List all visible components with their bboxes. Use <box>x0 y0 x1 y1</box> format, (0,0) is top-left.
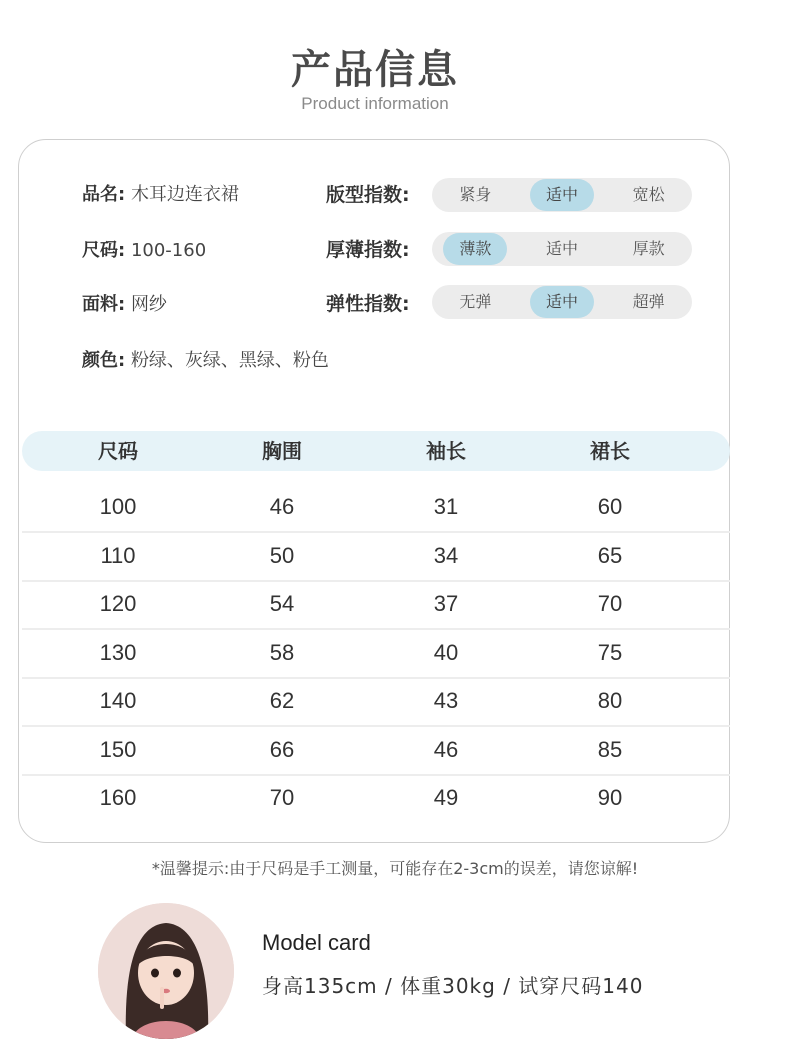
cell-chest: 54 <box>269 591 295 616</box>
cell-size: 130 <box>99 640 137 665</box>
detail-color-value: 粉绿、灰绿、黑绿、粉色 <box>130 350 329 371</box>
fit-index-selector <box>432 178 692 212</box>
cell-length: 75 <box>597 640 623 665</box>
cell-chest: 70 <box>269 785 295 810</box>
model-card-title: Model card <box>262 930 371 955</box>
fit-option-regular[interactable]: 适中 <box>530 179 594 211</box>
detail-size-value: 100-160 <box>130 240 207 261</box>
cell-chest: 66 <box>269 737 295 762</box>
detail-fabric-key: 面料: <box>82 294 126 315</box>
detail-color <box>82 346 329 372</box>
cell-length: 80 <box>597 688 623 713</box>
thickness-index-label: 厚薄指数: <box>326 239 410 261</box>
cell-size: 140 <box>99 688 137 713</box>
cell-size: 150 <box>99 737 137 762</box>
cell-chest: 50 <box>269 543 295 568</box>
detail-size <box>82 236 206 262</box>
table-row <box>22 483 730 533</box>
model-avatar <box>98 903 234 1039</box>
thickness-option-thin[interactable]: 薄款 <box>443 233 507 265</box>
cell-size: 110 <box>100 543 136 568</box>
detail-name-value: 木耳边连衣裙 <box>130 184 239 205</box>
size-table-header <box>22 431 730 471</box>
detail-fabric <box>82 290 167 316</box>
col-header-length: 裙长 <box>590 439 630 463</box>
detail-name-key: 品名: <box>82 184 126 205</box>
cell-length: 70 <box>597 591 623 616</box>
fit-option-loose[interactable]: 宽松 <box>632 185 665 204</box>
cell-sleeve: 46 <box>433 737 459 762</box>
cell-length: 85 <box>597 737 623 762</box>
table-row <box>22 677 730 727</box>
cell-sleeve: 37 <box>433 591 459 616</box>
col-header-chest: 胸围 <box>262 439 302 463</box>
measurement-note: *温馨提示:由于尺码是手工测量，可能存在2-3cm的误差，请您谅解! <box>151 859 639 878</box>
thickness-option-thick[interactable]: 厚款 <box>632 239 665 258</box>
detail-size-key: 尺码: <box>82 240 126 261</box>
cell-sleeve: 40 <box>433 640 459 665</box>
cell-sleeve: 31 <box>433 494 459 519</box>
model-portrait-icon <box>98 903 234 1039</box>
detail-name <box>82 180 239 206</box>
cell-size: 160 <box>99 785 137 810</box>
cell-chest: 46 <box>269 494 295 519</box>
col-header-size: 尺码 <box>98 439 138 463</box>
col-header-sleeve: 袖长 <box>426 439 466 463</box>
fit-option-tight[interactable]: 紧身 <box>459 185 492 204</box>
elasticity-option-none[interactable]: 无弹 <box>459 292 492 311</box>
cell-chest: 62 <box>269 688 295 713</box>
fit-index-label: 版型指数: <box>326 184 410 206</box>
elasticity-option-medium[interactable]: 适中 <box>530 286 594 318</box>
detail-color-key: 颜色: <box>82 350 126 371</box>
cell-length: 65 <box>597 543 623 568</box>
elasticity-index-selector <box>432 285 692 319</box>
table-row <box>22 774 730 822</box>
table-row <box>22 726 730 776</box>
cell-size: 120 <box>99 591 137 616</box>
cell-size: 100 <box>99 494 137 519</box>
elasticity-option-high[interactable]: 超弹 <box>632 292 665 311</box>
thickness-index-selector <box>432 232 692 266</box>
page-title: 产品信息 <box>291 47 459 93</box>
cell-length: 60 <box>597 494 623 519</box>
model-card-info: 身高135cm / 体重30kg / 试穿尺码140 <box>262 974 644 998</box>
page-subtitle: Product information <box>301 94 449 113</box>
table-row <box>22 629 730 679</box>
thickness-option-medium[interactable]: 适中 <box>545 239 578 258</box>
cell-chest: 58 <box>269 640 295 665</box>
cell-sleeve: 43 <box>433 688 459 713</box>
cell-sleeve: 34 <box>433 543 459 568</box>
elasticity-index-label: 弹性指数: <box>326 293 410 315</box>
cell-sleeve: 49 <box>433 785 459 810</box>
detail-fabric-value: 网纱 <box>130 294 167 315</box>
table-row <box>22 532 730 582</box>
table-row <box>22 580 730 630</box>
cell-length: 90 <box>597 785 623 810</box>
